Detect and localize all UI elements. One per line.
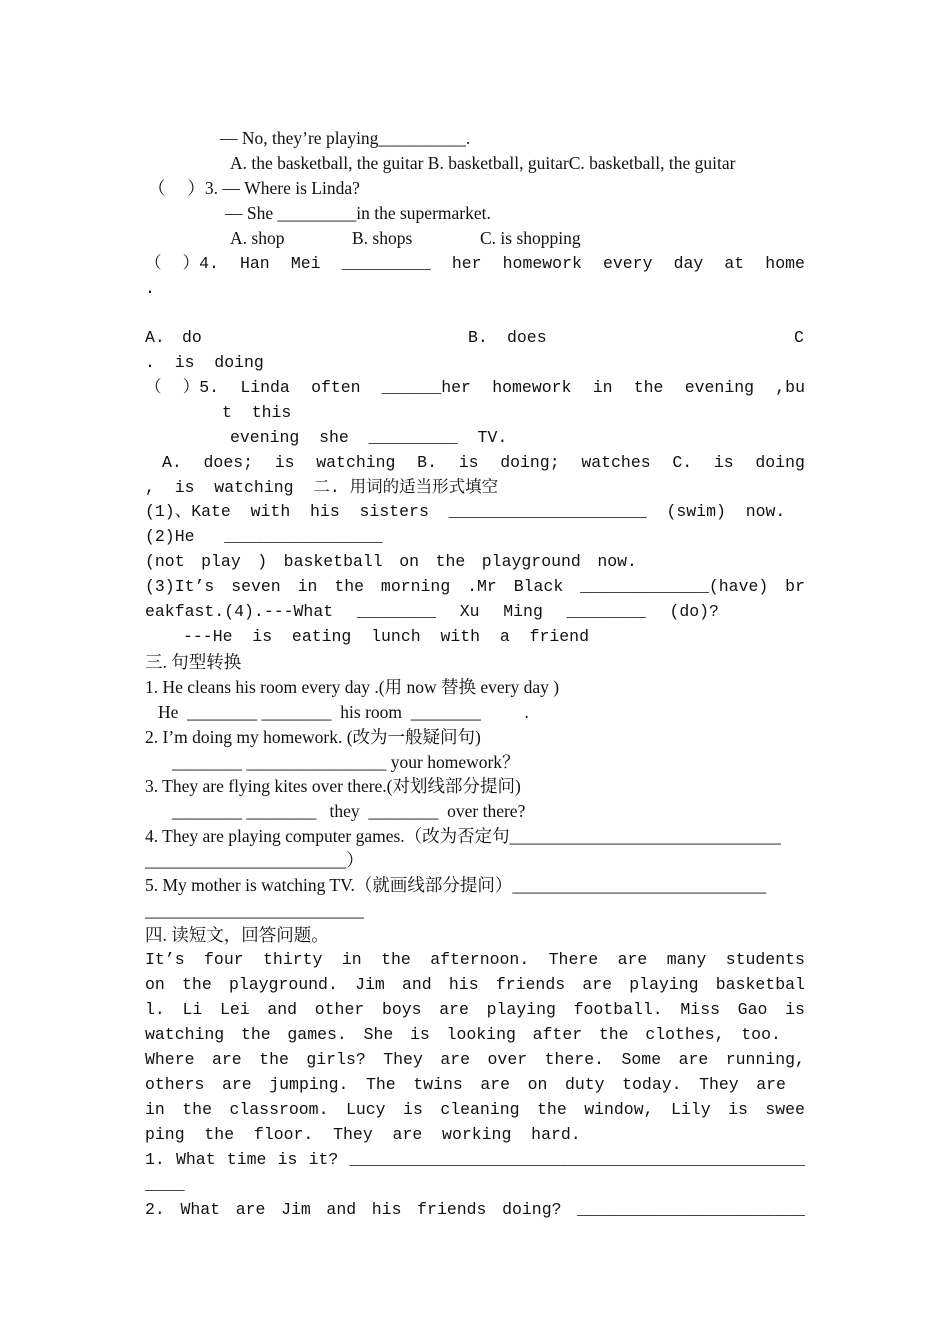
s2-item1: (1)、Kate with his sisters ____________________ (swim) now. — [145, 502, 786, 521]
q3-answer-line: — She _________in the supermarket. — [225, 203, 491, 223]
q4-option-b-label: B. — [468, 328, 488, 347]
q4-option-c: . is doing — [145, 353, 264, 372]
passage-last-line: ping the floor. They are working hard. — [145, 1125, 581, 1144]
passage-line: Where are the girls? They are over there. Some are running, — [145, 1050, 805, 1069]
section4-heading: 四. 读短文，回答问题。 — [145, 925, 329, 945]
passage-line: in the classroom. Lucy is cleaning the window, Lily is swee — [145, 1100, 805, 1119]
q4-option-c-label: C — [794, 328, 804, 347]
q3-option-b: B. shops — [352, 228, 413, 248]
q3-question: （ ）3. — Where is Linda? — [148, 178, 360, 198]
passage-line: l. Li Lei and other boys are playing football. Miss Gao is — [145, 1000, 805, 1019]
q4-tail: . — [145, 279, 155, 298]
passage-line: others are jumping. The twins are on duty today. They are — [145, 1075, 786, 1094]
q2-answer-line: — No, they’re playing__________. — [220, 128, 471, 148]
q4-question: （ ）4. Han Mei _________ her homework every day at home — [145, 254, 805, 273]
s2-item3: (3)It’s seven in the morning .Mr Black _____________(have) br — [145, 577, 805, 596]
s4-q1: 1. What time is it? ______________________________________________ — [145, 1150, 805, 1169]
q5-options: A. does; is watching B. is doing; watches C. is doing — [162, 453, 805, 472]
s4-q2: 2. What are Jim and his friends doing? _______________________ — [145, 1200, 805, 1219]
q2-options: A. the basketball, the guitar B. basketball, guitarC. basketball, the guitar — [230, 153, 736, 173]
s2-item4b: ---He is eating lunch with a friend — [183, 627, 589, 646]
passage-line: watching the games. She is looking after the clothes, too. — [145, 1025, 781, 1044]
section2-heading-line: , is watching 二. 用词的适当形式填空 — [145, 478, 499, 497]
s3-q1: 1. He cleans his room every day .(用 now 替换 every day ) — [145, 677, 560, 697]
q5-question: （ ）5. Linda often ______her homework in the evening ,bu — [145, 378, 805, 397]
section3-heading: 三. 句型转换 — [145, 652, 242, 672]
s2-item2a: (2)He ________________ — [145, 527, 383, 546]
q3-option-a: A. shop — [230, 228, 285, 248]
s3-q3: 3. They are flying kites over there.(对划线部分提问) — [145, 776, 521, 796]
s3-q4-cont: _______________________） — [145, 850, 364, 870]
s3-q3-answer: ________ ________ they ________ over there? — [172, 801, 526, 821]
q5-line2: evening she _________ TV. — [230, 428, 508, 447]
q3-option-c: C. is shopping — [480, 228, 581, 248]
q4-option-a: do — [182, 328, 202, 347]
s3-q4: 4. They are playing computer games.（改为否定句_______________________________ — [145, 826, 781, 846]
s3-q5: 5. My mother is watching TV.（就画线部分提问）_____________________________ — [145, 875, 767, 895]
passage-line: on the playground. Jim and his friends are playing basketbal — [145, 975, 805, 994]
s3-q1-answer: He ________ ________ his room ________ . — [158, 702, 529, 722]
s3-q2: 2. I’m doing my homework. (改为一般疑问句) — [145, 727, 481, 747]
q4-option-a-label: A. — [145, 328, 165, 347]
s3-q5-cont: _________________________ — [145, 900, 364, 920]
q4-option-b: does — [507, 328, 547, 347]
s3-q2-answer: ________ ________________ your homework？ — [172, 752, 520, 772]
s2-item2b: (not play ) basketball on the playground now. — [145, 552, 637, 571]
q5-wrap: t this — [222, 403, 292, 422]
s4-q1-cont: ____ — [145, 1175, 185, 1194]
passage-line: It’s four thirty in the afternoon. There are many students — [145, 950, 805, 969]
s2-item3b: eakfast.(4).---What ________ Xu Ming ________ (do)? — [145, 602, 719, 621]
